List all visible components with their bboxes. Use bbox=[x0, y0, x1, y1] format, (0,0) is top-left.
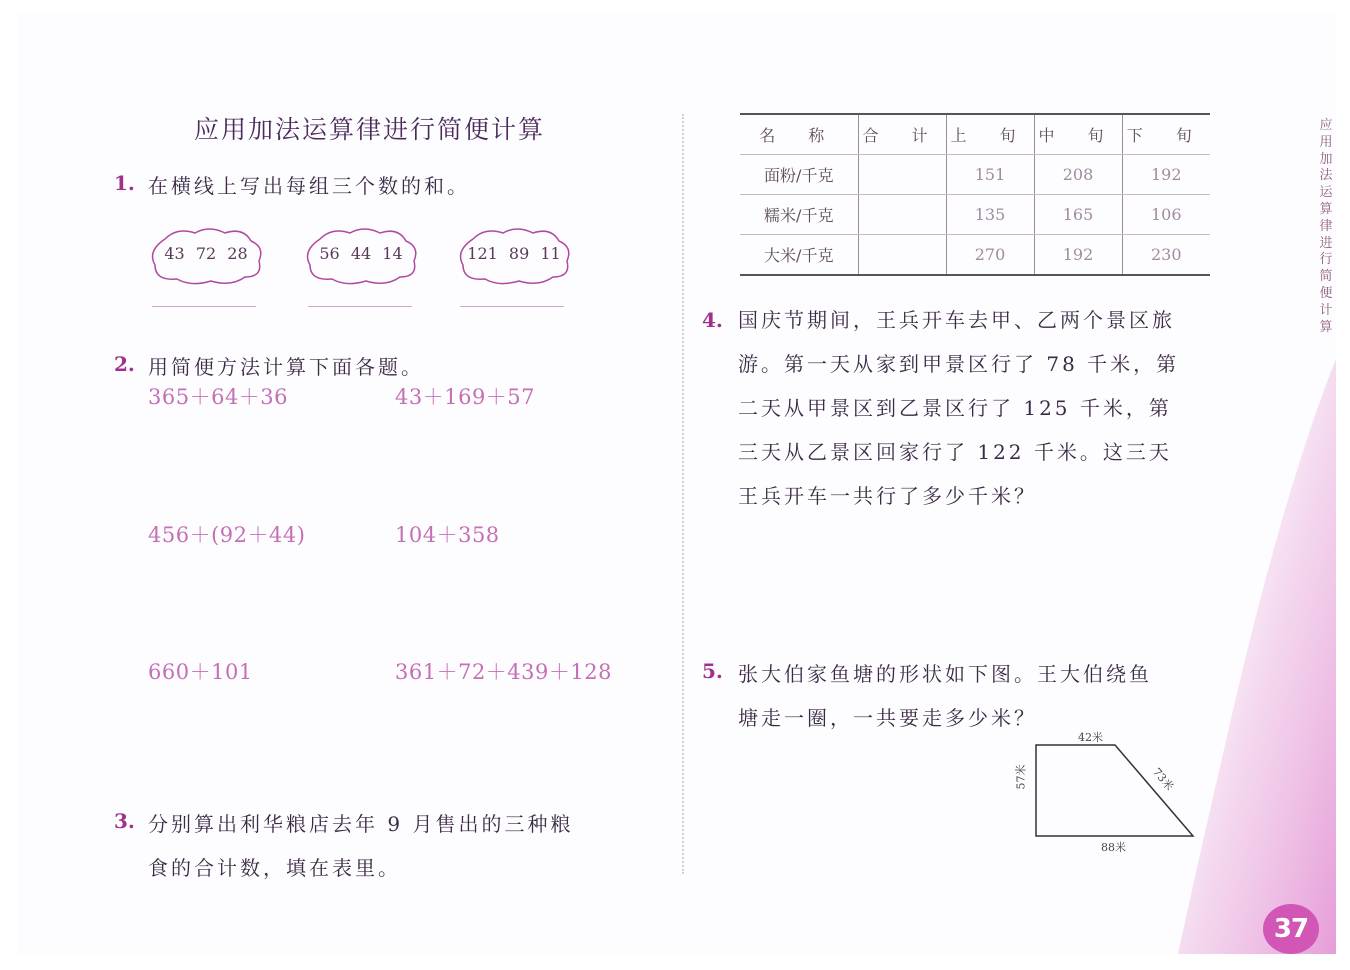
table-cell: 208 bbox=[1034, 155, 1122, 195]
row-label: 面粉/千克 bbox=[740, 155, 858, 195]
expression-2: 43＋169＋57 bbox=[395, 385, 536, 409]
answer-line-2[interactable] bbox=[308, 306, 412, 307]
q4-line: 国庆节期间，王兵开车去甲、乙两个景区旅 bbox=[738, 308, 1175, 332]
number-cloud-1 bbox=[147, 225, 265, 287]
answer-line-3[interactable] bbox=[460, 306, 564, 307]
grain-sales-table bbox=[740, 113, 1210, 276]
table-cell: 192 bbox=[1122, 155, 1210, 195]
table-cell: 135 bbox=[946, 195, 1034, 235]
q4-line: 三天从乙景区回家行了 122 千米。这三天 bbox=[738, 440, 1172, 464]
total-cell[interactable] bbox=[858, 155, 946, 195]
expression-3: 456＋(92＋44) bbox=[148, 523, 306, 547]
q5-text-line1: 张大伯家鱼塘的形状如下图。王大伯绕鱼 bbox=[738, 662, 1152, 686]
total-cell[interactable] bbox=[858, 195, 946, 235]
q2-number: 2. bbox=[114, 352, 135, 376]
answer-line-1[interactable] bbox=[152, 306, 256, 307]
slant-side-length: 73米 bbox=[1150, 765, 1177, 794]
pink-swoosh-decoration bbox=[1178, 359, 1336, 954]
q3-number: 3. bbox=[114, 809, 135, 833]
table-row bbox=[740, 235, 1210, 276]
table-cell: 151 bbox=[946, 155, 1034, 195]
expression-4: 104＋358 bbox=[395, 523, 500, 547]
q5-number: 5. bbox=[702, 659, 723, 683]
table-header: 名 称 bbox=[740, 114, 858, 155]
page-number-badge: 37 bbox=[1263, 904, 1319, 954]
table-header: 下 旬 bbox=[1122, 114, 1210, 155]
table-header-row bbox=[740, 114, 1210, 155]
table-cell: 165 bbox=[1034, 195, 1122, 235]
table-row bbox=[740, 155, 1210, 195]
q2-text: 用简便方法计算下面各题。 bbox=[148, 355, 424, 379]
q3-text-line2: 食的合计数，填在表里。 bbox=[148, 856, 401, 880]
column-divider bbox=[682, 114, 684, 874]
table-header: 合 计 bbox=[858, 114, 946, 155]
q5-text-line2: 塘走一圈，一共要走多少米？ bbox=[738, 706, 1037, 730]
q1-text: 在横线上写出每组三个数的和。 bbox=[148, 174, 470, 198]
row-label: 糯米/千克 bbox=[740, 195, 858, 235]
bottom-side-length: 88米 bbox=[1101, 841, 1126, 854]
expression-5: 660＋101 bbox=[148, 660, 253, 684]
cloud-numbers: 56 44 14 bbox=[319, 244, 403, 263]
q4-line: 游。第一天从家到甲景区行了 78 千米，第 bbox=[738, 352, 1180, 376]
workbook-page bbox=[18, 14, 1336, 954]
table-header: 中 旬 bbox=[1034, 114, 1122, 155]
table-header: 上 旬 bbox=[946, 114, 1034, 155]
top-side-length: 42米 bbox=[1078, 731, 1103, 744]
cloud-numbers: 121 89 11 bbox=[467, 244, 561, 263]
table-cell: 192 bbox=[1034, 235, 1122, 276]
q4-line: 二天从甲景区到乙景区行了 125 千米，第 bbox=[738, 396, 1172, 420]
cloud-numbers: 43 72 28 bbox=[164, 244, 248, 263]
expression-6: 361＋72＋439＋128 bbox=[395, 660, 612, 684]
table-cell: 270 bbox=[946, 235, 1034, 276]
table-row bbox=[740, 195, 1210, 235]
expression-1: 365＋64＋36 bbox=[148, 385, 289, 409]
side-vertical-title: 应用加法运算律进行简便计算 bbox=[1319, 118, 1333, 335]
number-cloud-3 bbox=[455, 225, 573, 287]
table-cell: 106 bbox=[1122, 195, 1210, 235]
q3-text-line1: 分别算出利华粮店去年 9 月售出的三种粮 bbox=[148, 812, 574, 836]
table-cell: 230 bbox=[1122, 235, 1210, 276]
q1-number: 1. bbox=[114, 171, 135, 195]
q4-line: 王兵开车一共行了多少千米？ bbox=[738, 484, 1037, 508]
page-title: 应用加法运算律进行简便计算 bbox=[194, 115, 546, 144]
left-side-length: 57米 bbox=[1014, 764, 1028, 790]
q4-number: 4. bbox=[702, 308, 723, 332]
q4-text bbox=[738, 298, 1218, 518]
total-cell[interactable] bbox=[858, 235, 946, 276]
row-label: 大米/千克 bbox=[740, 235, 858, 276]
number-cloud-2 bbox=[302, 225, 420, 287]
